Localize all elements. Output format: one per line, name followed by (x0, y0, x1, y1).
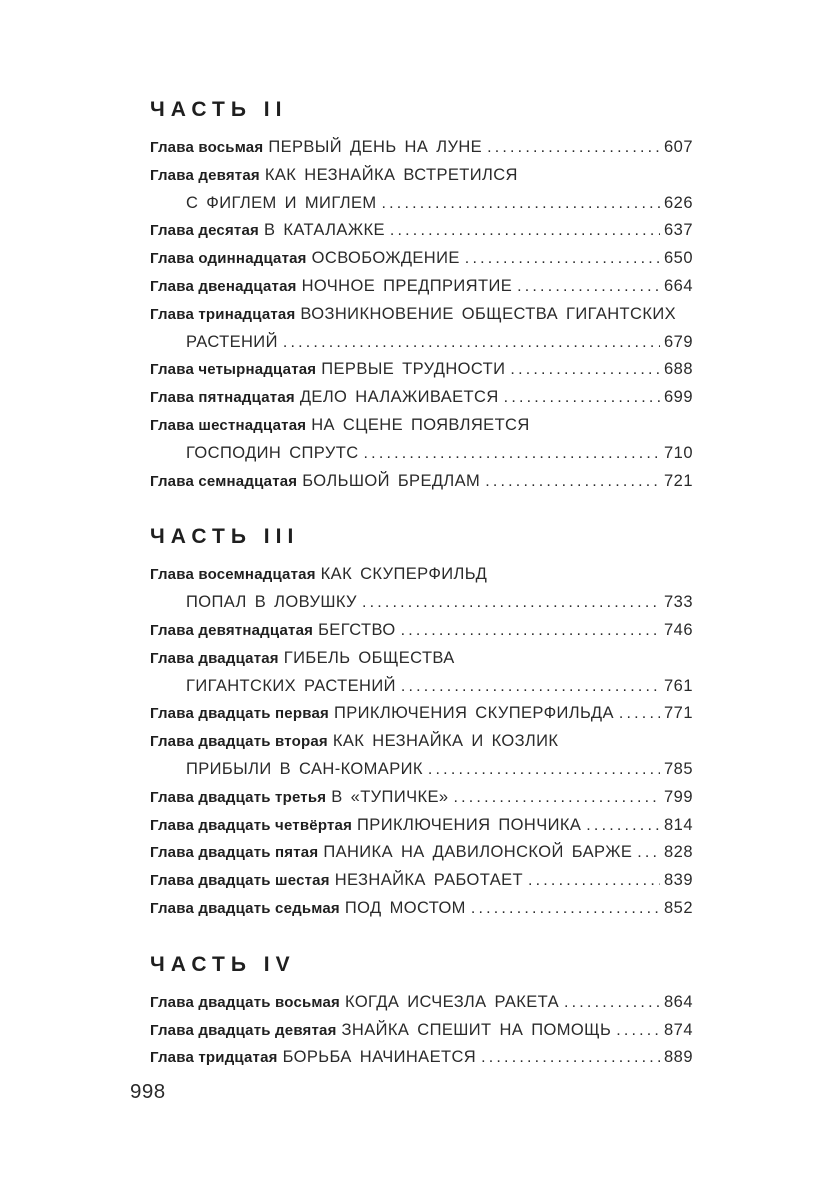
section-entries (150, 561, 693, 922)
entry-page-number: 710 (663, 443, 693, 462)
entry-page-number: 733 (663, 593, 693, 612)
chapter-label: Глава двадцать четвёртая (150, 816, 353, 834)
entry-page-number: 679 (663, 332, 693, 351)
chapter-title: КАК НЕЗНАЙКА И КОЗЛИК (332, 732, 559, 751)
entry-page-number: 839 (663, 871, 693, 890)
toc-entry (150, 384, 693, 412)
chapter-label: Глава восьмая (150, 139, 264, 156)
chapter-title: ДЕЛО НАЛАЖИВАЕТСЯ (299, 388, 499, 407)
chapter-title-continuation: С ФИГЛЕМ И МИГЛЕМ (186, 193, 377, 212)
toc-entry (150, 1044, 693, 1072)
chapter-label: Глава двадцатая (150, 649, 279, 667)
chapter-label: Глава двадцать седьмая (150, 899, 340, 917)
chapter-label: Глава двадцать девятая (150, 1021, 337, 1039)
chapter-label: Глава семнадцатая (150, 472, 298, 490)
chapter-label: Глава двадцать восьмая (150, 993, 340, 1011)
chapter-title: КАК СКУПЕРФИЛЬД (320, 565, 488, 584)
chapter-title: В КАТАЛАЖКЕ (263, 221, 385, 240)
chapter-title: В «ТУПИЧКЕ» (331, 787, 449, 806)
chapter-title: НЕЗНАЙКА РАБОТАЕТ (334, 871, 523, 890)
chapter-label: Глава тридцатая (150, 1049, 278, 1067)
toc-entry (150, 617, 693, 645)
section-entries (150, 989, 693, 1072)
entry-line (150, 134, 693, 162)
toc-entry (150, 468, 693, 496)
dot-leader (465, 245, 660, 273)
entry-page-number: 852 (663, 898, 693, 917)
section-entries (150, 134, 693, 495)
entry-line (150, 784, 693, 812)
entry-page-number: 626 (663, 193, 693, 212)
entry-line (150, 1044, 693, 1072)
chapter-title: ПРИКЛЮЧЕНИЯ СКУПЕРФИЛЬДА (333, 704, 614, 723)
chapter-title: ВОЗНИКНОВЕНИЕ ОБЩЕСТВА ГИГАНТСКИХ (300, 304, 677, 323)
entry-line (150, 217, 693, 245)
toc-entry (150, 561, 693, 617)
chapter-title: ОСВОБОЖДЕНИЕ (311, 249, 460, 268)
chapter-title: НОЧНОЕ ПРЕДПРИЯТИЕ (301, 276, 513, 295)
dot-leader (471, 895, 660, 923)
entry-page-number: 664 (663, 276, 693, 295)
entry-page-number: 650 (663, 249, 693, 268)
entry-line (150, 412, 693, 440)
entry-line (150, 728, 693, 756)
dot-leader (453, 784, 659, 812)
entry-continuation-line (150, 589, 693, 617)
entry-page-number: 761 (663, 676, 693, 695)
chapter-label: Глава одиннадцатая (150, 250, 307, 268)
dot-leader (364, 440, 660, 468)
chapter-label: Глава двадцать шестая (150, 872, 330, 890)
chapter-title: БЕГСТВО (318, 620, 396, 639)
chapter-title: НА СЦЕНЕ ПОЯВЛЯЕТСЯ (311, 415, 530, 434)
chapter-title: ПАНИКА НА ДАВИЛОНСКОЙ БАРЖЕ (323, 843, 633, 862)
entry-line (150, 561, 693, 589)
chapter-label: Глава шестнадцатая (150, 416, 307, 434)
chapter-label: Глава четырнадцатая (150, 361, 317, 379)
dot-leader (485, 468, 660, 496)
entry-line (150, 895, 693, 923)
toc-entry (150, 700, 693, 728)
dot-leader (481, 1044, 660, 1072)
entry-page-number: 799 (663, 787, 693, 806)
entry-page-number: 814 (663, 815, 693, 834)
dot-leader (401, 673, 660, 701)
toc-section (150, 98, 693, 495)
chapter-label: Глава двадцать третья (150, 788, 327, 806)
dot-leader (390, 217, 660, 245)
entry-line (150, 839, 693, 867)
dot-leader (619, 700, 660, 728)
folio-page-number: 998 (130, 1080, 166, 1103)
chapter-title-continuation: ГОСПОДИН СПРУТС (186, 443, 359, 462)
toc-entry (150, 217, 693, 245)
chapter-title-continuation: РАСТЕНИЙ (186, 332, 278, 351)
dot-leader (637, 839, 660, 867)
entry-page-number: 721 (663, 471, 693, 490)
entry-line (150, 356, 693, 384)
toc-entry (150, 412, 693, 468)
entry-page-number: 688 (663, 360, 693, 379)
section-heading: ЧАСТЬ III (150, 525, 300, 549)
dot-leader (428, 756, 660, 784)
entry-page-number: 864 (663, 992, 693, 1011)
entry-page-number: 874 (663, 1020, 693, 1039)
chapter-title: БОЛЬШОЙ БРЕДЛАМ (302, 471, 481, 490)
entry-line (150, 812, 693, 840)
dot-leader (564, 989, 660, 1017)
section-heading: ЧАСТЬ IV (150, 952, 296, 976)
chapter-label: Глава девятнадцатая (150, 621, 314, 639)
toc-entry (150, 301, 693, 357)
toc-entry (150, 1017, 693, 1045)
chapter-label: Глава двадцать вторая (150, 733, 328, 751)
entry-line (150, 468, 693, 496)
entry-line (150, 700, 693, 728)
chapter-label: Глава девятая (150, 166, 260, 184)
chapter-title-continuation: ПРИБЫЛИ В САН-КОМАРИК (186, 759, 423, 778)
toc-entry (150, 812, 693, 840)
chapter-label: Глава восемнадцатая (150, 566, 316, 584)
toc-entry (150, 356, 693, 384)
toc-entry (150, 645, 693, 701)
entry-continuation-line (150, 756, 693, 784)
entry-page-number: 699 (663, 388, 693, 407)
entry-page-number: 785 (663, 759, 693, 778)
section-heading: ЧАСТЬ II (150, 98, 288, 121)
chapter-title: ПЕРВЫЙ ДЕНЬ НА ЛУНЕ (268, 138, 483, 156)
dot-leader (283, 329, 660, 357)
entry-line (150, 384, 693, 412)
dot-leader (510, 356, 660, 384)
toc-entry (150, 989, 693, 1017)
chapter-label: Глава пятнадцатая (150, 389, 295, 407)
entry-line (150, 245, 693, 273)
entry-line (150, 162, 693, 190)
entry-page-number: 889 (663, 1048, 693, 1067)
dot-leader (528, 867, 660, 895)
chapter-title: ЗНАЙКА СПЕШИТ НА ПОМОЩЬ (341, 1020, 612, 1039)
entry-line (150, 989, 693, 1017)
toc-section (150, 525, 693, 922)
entry-page-number: 828 (663, 843, 693, 862)
entry-page-number: 607 (663, 138, 693, 156)
toc-section (150, 953, 693, 1072)
toc-entry (150, 728, 693, 784)
entry-line (150, 867, 693, 895)
chapter-title: ПОД МОСТОМ (344, 898, 466, 917)
toc-entry (150, 867, 693, 895)
chapter-label: Глава десятая (150, 222, 259, 240)
entry-line (150, 617, 693, 645)
chapter-label: Глава тринадцатая (150, 305, 296, 323)
chapter-label: Глава двенадцатая (150, 277, 297, 295)
chapter-label: Глава двадцать первая (150, 705, 329, 723)
entry-page-number: 771 (663, 704, 693, 723)
entry-line (150, 645, 693, 673)
chapter-title: КОГДА ИСЧЕЗЛА РАКЕТА (345, 992, 559, 1011)
entry-continuation-line (150, 190, 693, 218)
chapter-title: БОРЬБА НАЧИНАЕТСЯ (282, 1048, 477, 1067)
chapter-title: ГИБЕЛЬ ОБЩЕСТВА (283, 648, 455, 667)
dot-leader (504, 384, 660, 412)
entry-page-number: 637 (663, 221, 693, 240)
toc-entry (150, 784, 693, 812)
chapter-title: ПЕРВЫЕ ТРУДНОСТИ (321, 360, 506, 379)
toc-entry (150, 162, 693, 218)
entry-line (150, 301, 693, 329)
toc-entry (150, 895, 693, 923)
chapter-title: ПРИКЛЮЧЕНИЯ ПОНЧИКА (357, 815, 582, 834)
toc-entry (150, 245, 693, 273)
chapter-title: КАК НЕЗНАЙКА ВСТРЕТИЛСЯ (264, 165, 518, 184)
entry-continuation-line (150, 440, 693, 468)
toc-entry (150, 134, 693, 162)
dot-leader (517, 273, 660, 301)
entry-continuation-line (150, 329, 693, 357)
dot-leader (616, 1017, 660, 1045)
dot-leader (586, 812, 660, 840)
dot-leader (362, 589, 660, 617)
dot-leader (382, 190, 660, 218)
entry-line (150, 1017, 693, 1045)
toc-entry (150, 839, 693, 867)
chapter-label: Глава двадцать пятая (150, 844, 319, 862)
dot-leader (487, 134, 660, 162)
toc (150, 98, 693, 1072)
toc-entry (150, 273, 693, 301)
chapter-title-continuation: ПОПАЛ В ЛОВУШКУ (186, 593, 357, 612)
entry-line (150, 273, 693, 301)
entry-page-number: 746 (663, 620, 693, 639)
entry-continuation-line (150, 673, 693, 701)
chapter-title-continuation: ГИГАНТСКИХ РАСТЕНИЙ (186, 676, 396, 695)
dot-leader (401, 617, 660, 645)
